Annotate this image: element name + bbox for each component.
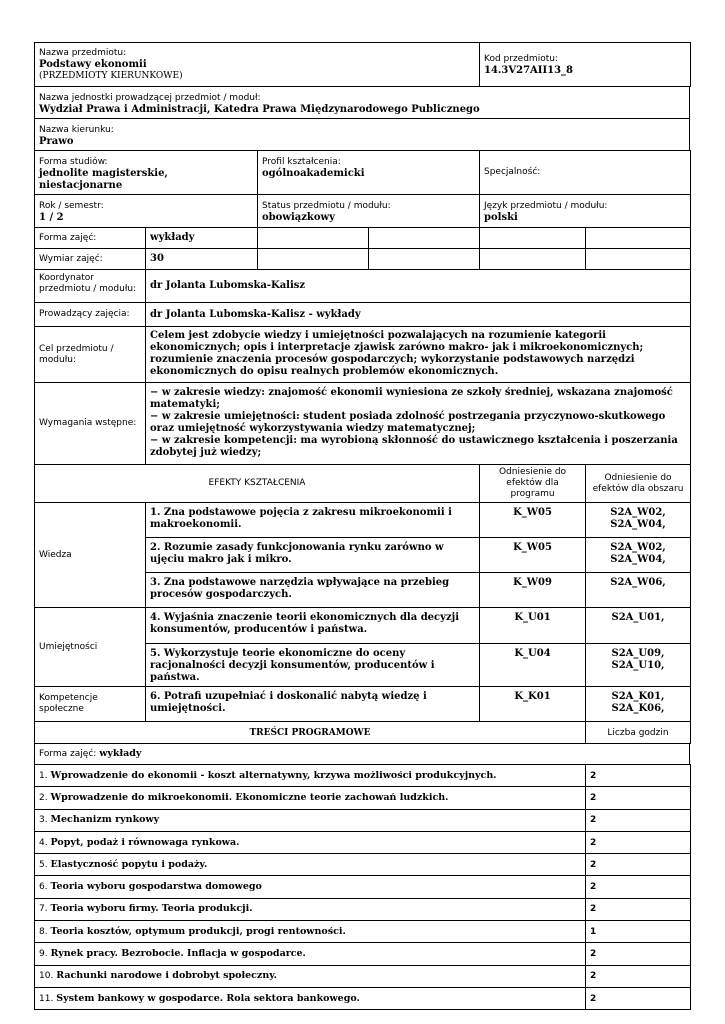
goal-label: Cel przedmiotu / modułu:	[35, 327, 146, 383]
topic-row	[35, 965, 691, 987]
outcome-text: 1. Zna podstawowe pojęcia z zakresu mikroekonomii i makroekonomii.	[146, 503, 480, 538]
topic-hours: 2	[586, 765, 691, 787]
topic-cell	[35, 876, 586, 898]
topic-text: Teoria kosztów, optymum produkcji, progi rentowności.	[50, 925, 346, 937]
unit-cell	[35, 87, 690, 119]
subject-group: (PRZEDMIOTY KIERUNKOWE)	[39, 71, 183, 81]
specialty-cell	[480, 151, 691, 195]
requirement-line: − w zakresie kompetencji: ma wyrobioną skłonność do ustawicznego kształcenia i poszerzania zdobytej już wiedzy;	[150, 435, 678, 458]
empty-cell	[480, 228, 586, 249]
field-table	[34, 118, 690, 151]
topic-number: 6.	[39, 882, 48, 893]
classes-table	[34, 227, 691, 270]
status-value: obowiązkowy	[262, 212, 335, 223]
unit-value: Wydział Prawa i Administracji, Katedra Prawa Międzynarodowego Publicznego	[39, 104, 480, 115]
class-form-value: wykłady	[146, 228, 258, 249]
empty-cell	[586, 249, 691, 270]
outcome-group-knowledge: Wiedza	[35, 503, 146, 608]
outcome-program-ref: K_U04	[480, 644, 586, 687]
empty-cell	[586, 228, 691, 249]
empty-cell	[480, 249, 586, 270]
topic-text: Teoria wyboru gospodarstwa domowego	[50, 881, 262, 893]
language-label: Język przedmiotu / modułu:	[484, 201, 608, 211]
outcome-program-ref: K_W05	[480, 538, 586, 573]
study-form-cell	[35, 151, 258, 195]
topic-text: Rynek pracy. Bezrobocie. Inflacja w gospodarce.	[50, 948, 306, 960]
code-cell	[480, 43, 691, 87]
outcomes-title: EFEKTY KSZTAŁCENIA	[35, 465, 480, 503]
topic-hours: 2	[586, 987, 691, 1009]
outcome-text: 6. Potrafi uzupełniać i doskonalić nabytą wiedzę i umiejętności.	[146, 687, 480, 722]
topic-hours: 1	[586, 921, 691, 943]
code-label: Kod przedmiotu:	[484, 54, 558, 64]
program-form-table	[34, 743, 690, 765]
topic-text: System bankowy w gospodarce. Rola sektora bankowego.	[56, 992, 360, 1004]
class-hours-label: Wymiar zajęć:	[35, 249, 146, 270]
study-form-label: Forma studiów:	[39, 157, 108, 167]
outcome-group-social: Kompetencje społeczne	[35, 687, 146, 722]
topic-cell	[35, 809, 586, 831]
topic-number: 2.	[39, 792, 48, 803]
topic-row	[35, 876, 691, 898]
topic-hours: 2	[586, 809, 691, 831]
topic-cell	[35, 765, 586, 787]
topic-text: Popyt, podaż i równowaga rynkowa.	[50, 836, 240, 848]
topic-number: 1.	[39, 770, 48, 781]
area-ref-header: Odniesienie do efektów dla obszaru	[586, 465, 691, 503]
outcome-area-ref: S2A_W06,	[586, 573, 691, 608]
topic-text: Teoria wyboru firmy. Teoria produkcji.	[50, 903, 253, 915]
teacher-label: Prowadzący zajęcia:	[35, 303, 146, 327]
year-label: Rok / semestr:	[39, 201, 104, 211]
empty-cell	[369, 249, 480, 270]
unit-label: Nazwa jednostki prowadzącej przedmiot / moduł:	[39, 93, 261, 103]
outcome-area-ref: S2A_W02, S2A_W04,	[586, 503, 691, 538]
details-table	[34, 269, 691, 465]
topic-hours: 2	[586, 854, 691, 876]
outcome-area-ref: S2A_K01, S2A_K06,	[586, 687, 691, 722]
program-hours-header: Liczba godzin	[586, 722, 691, 744]
field-label: Nazwa kierunku:	[39, 125, 114, 135]
topic-number: 5.	[39, 859, 48, 870]
topic-row	[35, 898, 691, 920]
topic-cell	[35, 987, 586, 1009]
topic-number: 8.	[39, 926, 48, 937]
topic-text: Wprowadzenie do ekonomii - koszt alternatywny, krzywa możliwości produkcyjnych.	[50, 769, 497, 781]
topic-number: 9.	[39, 949, 48, 960]
outcome-program-ref: K_U01	[480, 608, 586, 644]
topic-cell	[35, 898, 586, 920]
topic-number: 11.	[39, 993, 54, 1004]
goal-value: Celem jest zdobycie wiedzy i umiejętności pozwalających na rozumienie kategorii ekonomicznych; opis i interpretacje zjawisk zarówno makro- jak i mikroekonomicznych; rozumienie znaczenia procesów gospodarczych; wykorzystanie podstawowych narzędzi ekonomicznych do opisu realnych problemów ekonomicznych.	[146, 327, 691, 383]
topic-row	[35, 987, 691, 1009]
outcomes-table	[34, 464, 691, 722]
outcome-text: 2. Rozumie zasady funkcjonowania rynku zarówno w ujęciu makro jak i mikro.	[146, 538, 480, 573]
program-form-value: wykłady	[99, 748, 142, 759]
topic-number: 7.	[39, 904, 48, 915]
profile-cell	[258, 151, 480, 195]
requirements-cell	[146, 383, 691, 465]
subject-label: Nazwa przedmiotu:	[39, 48, 127, 58]
status-cell	[258, 195, 480, 228]
program-form-cell	[35, 744, 690, 765]
program-title: TREŚCI PROGRAMOWE	[35, 722, 586, 744]
field-value: Prawo	[39, 136, 74, 147]
outcome-text: 4. Wyjaśnia znaczenie teorii ekonomicznych dla decyzji konsumentów, producentów i państwa.	[146, 608, 480, 644]
program-ref-header: Odniesienie do efektów dla programu	[480, 465, 586, 503]
topic-row	[35, 921, 691, 943]
status-table	[34, 194, 691, 228]
teacher-value: dr Jolanta Lubomska-Kalisz - wykłady	[146, 303, 691, 327]
topics-list	[35, 765, 691, 1010]
topic-row	[35, 854, 691, 876]
studies-table	[34, 150, 691, 195]
topic-text: Rachunki narodowe i dobrobyt społeczny.	[56, 970, 277, 982]
status-label: Status przedmiotu / modułu:	[262, 201, 391, 211]
empty-cell	[258, 249, 369, 270]
outcome-area-ref: S2A_U09, S2A_U10,	[586, 644, 691, 687]
topic-cell	[35, 943, 586, 965]
topic-row	[35, 809, 691, 831]
field-cell	[35, 119, 690, 151]
topics-table	[34, 764, 691, 1010]
outcome-area-ref: S2A_W02, S2A_W04,	[586, 538, 691, 573]
topic-cell	[35, 965, 586, 987]
class-form-label: Forma zajęć:	[35, 228, 146, 249]
outcome-program-ref: K_K01	[480, 687, 586, 722]
code-value: 14.3V27AII13_8	[484, 65, 574, 76]
header-table	[34, 42, 691, 87]
specialty-label: Specjalność:	[484, 167, 541, 177]
study-form-value: jednolite magisterskie, niestacjonarne	[39, 168, 168, 191]
topic-cell	[35, 787, 586, 809]
unit-table	[34, 86, 690, 119]
topic-number: 10.	[39, 971, 54, 982]
requirement-line: − w zakresie wiedzy: znajomość ekonomii wyniesiona ze szkoły średniej, wskazana znajomość matematyki;	[150, 387, 673, 410]
topic-hours: 2	[586, 898, 691, 920]
topic-row	[35, 831, 691, 853]
class-hours-value: 30	[146, 249, 258, 270]
topic-row	[35, 787, 691, 809]
requirements-label: Wymagania wstępne:	[35, 383, 146, 465]
outcome-text: 3. Zna podstawowe narzędzia wpływające na przebieg procesów gospodarczych.	[146, 573, 480, 608]
outcome-program-ref: K_W05	[480, 503, 586, 538]
topic-text: Wprowadzenie do mikroekonomii. Ekonomiczne teorie zachowań ludzkich.	[50, 791, 449, 803]
topic-cell	[35, 831, 586, 853]
coordinator-value: dr Jolanta Lubomska-Kalisz	[146, 270, 691, 303]
topic-row	[35, 943, 691, 965]
topic-text: Elastyczność popytu i podaży.	[50, 858, 208, 870]
empty-cell	[369, 228, 480, 249]
subject-cell	[35, 43, 480, 87]
requirement-line: − w zakresie umiejętności: student posiada zdolność postrzegania przyczynowo-skutkowego oraz umiejętność wykorzystywania wiedzy matematycznej;	[150, 411, 666, 434]
coordinator-label: Koordynator przedmiotu / modułu:	[35, 270, 146, 303]
empty-cell	[258, 228, 369, 249]
year-value: 1 / 2	[39, 212, 64, 223]
topic-cell	[35, 921, 586, 943]
outcome-group-skills: Umiejętności	[35, 608, 146, 687]
topic-number: 3.	[39, 815, 48, 826]
topic-hours: 2	[586, 831, 691, 853]
topic-hours: 2	[586, 787, 691, 809]
topic-hours: 2	[586, 965, 691, 987]
topic-hours: 2	[586, 876, 691, 898]
topic-number: 4.	[39, 837, 48, 848]
topic-row	[35, 765, 691, 787]
topic-text: Mechanizm rynkowy	[50, 814, 160, 826]
language-cell	[480, 195, 691, 228]
language-value: polski	[484, 212, 518, 223]
topic-cell	[35, 854, 586, 876]
outcome-area-ref: S2A_U01,	[586, 608, 691, 644]
subject-name: Podstawy ekonomii	[39, 59, 147, 70]
outcome-program-ref: K_W09	[480, 573, 586, 608]
topic-hours: 2	[586, 943, 691, 965]
outcome-text: 5. Wykorzystuje teorie ekonomiczne do oceny racjonalności decyzji konsumentów, producentów i państwa.	[146, 644, 480, 687]
profile-value: ogólnoakademicki	[262, 168, 365, 179]
program-table	[34, 721, 691, 744]
year-cell	[35, 195, 258, 228]
syllabus-document	[34, 42, 690, 1010]
profile-label: Profil kształcenia:	[262, 157, 341, 167]
program-form-label: Forma zajęć:	[39, 749, 97, 759]
